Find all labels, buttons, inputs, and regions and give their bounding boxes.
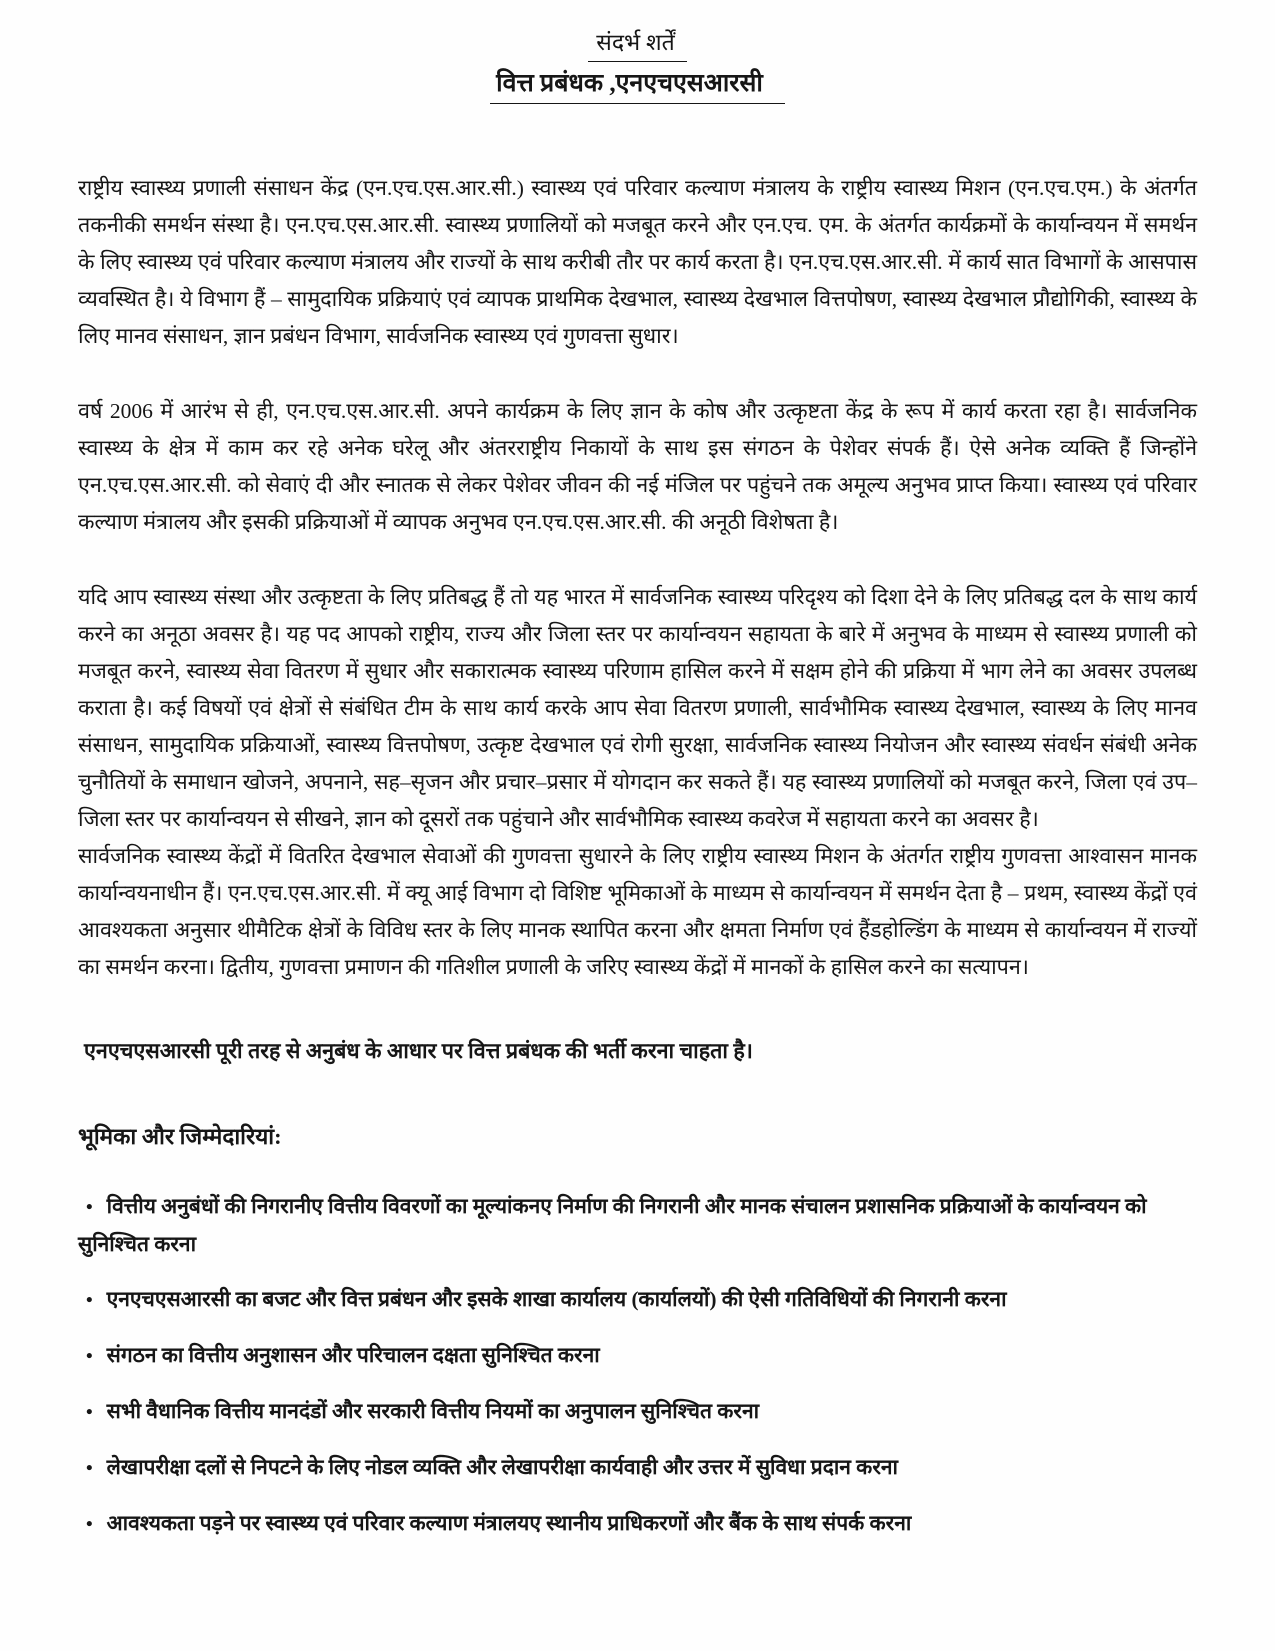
bullet-icon: • (86, 1346, 93, 1368)
paragraph-opportunity: यदि आप स्वास्थ्य संस्था और उत्कृष्टता के लिए प्रतिबद्ध हैं तो यह भारत में सार्वजनिक स्वास्थ्य परिदृश्य को दिशा देने के लिए प्रतिबद्ध दल के साथ कार्य करने का अनूठा अवसर है। यह पद आपको राष्ट्रीय, राज्य और जिला स्तर पर कार्यान्वयन सहायता के बारे में अनुभव के माध्यम से स्वास्थ्य प्रणाली को मजबूत करने, स्वास्थ्य सेवा वितरण में सुधार और सकारात्मक स्वास्थ्य परिणाम हासिल करने में सक्षम होने की प्रक्रिया में भाग लेने का अवसर उपलब्ध कराता है। कई विषयों एवं क्षेत्रों से संबंधित टीम के साथ कार्य करके आप सेवा वितरण प्रणाली, सार्वभौमिक स्वास्थ्य देखभाल, स्वास्थ्य के लिए मानव संसाधन, सामुदायिक प्रक्रियाओं, स्वास्थ्य वित्तपोषण, उत्कृष्ट देखभाल एवं रोगी सुरक्षा, सार्वजनिक स्वास्थ्य नियोजन और स्वास्थ्य संवर्धन संबंधी अनेक चुनौतियों के समाधान खोजने, अपनाने, सह–सृजन और प्रचार–प्रसार में योगदान कर सकते हैं। यह स्वास्थ्य प्रणालियों को मजबूत करने, जिला एवं उप–जिला स्तर पर कार्यान्वयन से सीखने, ज्ञान को दूसरों तक पहुंचाने और सार्वभौमिक स्वास्थ्य कवरेज में सहायता करने का अवसर है। (78, 585, 1197, 832)
responsibility-text: संगठन का वित्तीय अनुशासन और परिचालन दक्षता सुनिश्चित करना (106, 1343, 600, 1368)
responsibility-item (78, 1505, 1197, 1543)
responsibility-item (78, 1337, 1197, 1375)
responsibilities-heading: भूमिका और जिम्मेदारियां: (78, 1124, 282, 1150)
bullet-icon: • (86, 1402, 93, 1424)
document-body (78, 170, 1197, 986)
responsibility-item (78, 1393, 1197, 1431)
page-title: संदर्भ शर्तें (588, 26, 686, 62)
page-subtitle: वित्त प्रबंधक ,एनएचएसआरसी (490, 66, 785, 104)
responsibility-text: लेखापरीक्षा दलों से निपटने के लिए नोडल व्यक्ति और लेखापरीक्षा कार्यवाही और उत्तर में सुविधा प्रदान करना (106, 1455, 898, 1480)
responsibility-text: सभी वैधानिक वित्तीय मानदंडों और सरकारी वित्तीय नियमों का अनुपालन सुनिश्चित करना (106, 1399, 760, 1424)
responsibilities-list (78, 1188, 1197, 1543)
bullet-icon: • (86, 1290, 93, 1312)
responsibility-item (78, 1449, 1197, 1487)
recruitment-note: एनएचएसआरसी पूरी तरह से अनुबंध के आधार पर वित्त प्रबंधक की भर्ती करना चाहता है। (84, 1039, 753, 1064)
paragraph-about-nhsrc: राष्ट्रीय स्वास्थ्य प्रणाली संसाधन केंद्र (एन.एच.एस.आर.सी.) स्वास्थ्य एवं परिवार कल्याण मंत्रालय के राष्ट्रीय स्वास्थ्य मिशन (एन.एच.एम.) के अंतर्गत तकनीकी समर्थन संस्था है। एन.एच.एस.आर.सी. स्वास्थ्य प्रणालियों को मजबूत करने और एन.एच. एम. के अंतर्गत कार्यक्रमों के कार्यान्वयन में समर्थन के लिए स्वास्थ्य एवं परिवार कल्याण मंत्रालय और राज्यों के साथ करीबी तौर पर कार्य करता है। एन.एच.एस.आर.सी. में कार्य सात विभागों के आसपास व्यवस्थित है। ये विभाग हैं – सामुदायिक प्रक्रियाएं एवं व्यापक प्राथमिक देखभाल, स्वास्थ्य देखभाल वित्तपोषण, स्वास्थ्य देखभाल प्रौद्योगिकी, स्वास्थ्य के लिए मानव संसाधन, ज्ञान प्रबंधन विभाग, सार्वजनिक स्वास्थ्य एवं गुणवत्ता सुधार। (78, 176, 1197, 349)
bullet-icon: • (86, 1197, 93, 1219)
responsibility-item (78, 1281, 1197, 1319)
responsibility-text: आवश्यकता पड़ने पर स्वास्थ्य एवं परिवार कल्याण मंत्रालयए स्थानीय प्राधिकरणों और बैंक के साथ संपर्क करना (106, 1511, 912, 1536)
document-header (78, 26, 1197, 104)
bullet-icon: • (86, 1458, 93, 1480)
paragraph-quality-standards: सार्वजनिक स्वास्थ्य केंद्रों में वितरित देखभाल सेवाओं की गुणवत्ता सुधारने के लिए राष्ट्रीय स्वास्थ्य मिशन के अंतर्गत राष्ट्रीय गुणवत्ता आश्वासन मानक कार्यान्वयनाधीन हैं। एन.एच.एस.आर.सी. में क्यू आई विभाग दो विशिष्ट भूमिकाओं के माध्यम से कार्यान्वयन में समर्थन देता है – प्रथम, स्वास्थ्य केंद्रों एवं आवश्यकता अनुसार थीमैटिक क्षेत्रों के विविध स्तर के लिए मानक स्थापित करना और क्षमता निर्माण एवं हैंडहोल्डिंग के माध्यम से कार्यान्वयन में राज्यों का समर्थन करना। द्वितीय, गुणवत्ता प्रमाणन की गतिशील प्रणाली के जरिए स्वास्थ्य केंद्रों में मानकों के हासिल करने का सत्यापन। (78, 844, 1197, 980)
paragraph-since-2006: वर्ष 2006 में आरंभ से ही, एन.एच.एस.आर.सी. अपने कार्यक्रम के लिए ज्ञान के कोष और उत्कृष्टता केंद्र के रूप में कार्य करता रहा है। सार्वजनिक स्वास्थ्य के क्षेत्र में काम कर रहे अनेक घरेलू और अंतरराष्ट्रीय निकायों के साथ इस संगठन के पेशेवर संपर्क हैं। ऐसे अनेक व्यक्ति हैं जिन्होंने एन.एच.एस.आर.सी. को सेवाएं दी और स्नातक से लेकर पेशेवर जीवन की नई मंजिल पर पहुंचने तक अमूल्य अनुभव प्राप्त किया। स्वास्थ्य एवं परिवार कल्याण मंत्रालय और इसकी प्रक्रियाओं में व्यापक अनुभव एन.एच.एस.आर.सी. की अनूठी विशेषता है। (78, 399, 1197, 535)
responsibility-item (78, 1188, 1197, 1263)
responsibility-text: वित्तीय अनुबंधों की निगरानीए वित्तीय विवरणों का मूल्यांकनए निर्माण की निगरानी और मानक संचालन प्रशासनिक प्रक्रियाओं के कार्यान्वयन को सुनिश्चित करना (78, 1194, 1147, 1257)
page-title-wrap (78, 26, 1197, 62)
bullet-icon: • (86, 1514, 93, 1536)
page-subtitle-wrap (78, 66, 1197, 104)
responsibility-text: एनएचएसआरसी का बजट और वित्त प्रबंधन और इसके शाखा कार्यालय (कार्यालयों) की ऐसी गतिविधियों की निगरानी करना (106, 1287, 1007, 1312)
